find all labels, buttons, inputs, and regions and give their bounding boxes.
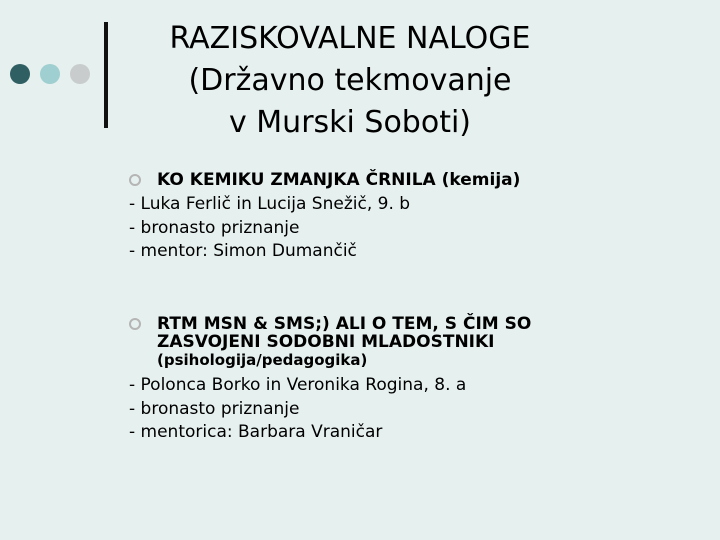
title-divider-line (104, 22, 108, 128)
item-2-heading-line-1: RTM MSN & SMS;) ALI O TEM, S ČIM SO (157, 314, 532, 334)
item-2-details (129, 374, 466, 445)
title-line-3: v Murski Soboti) (229, 105, 471, 140)
item-1-details (129, 193, 410, 264)
slide-title (150, 18, 550, 144)
item-1-students: - Luka Ferlič in Lucija Snežič, 9. b (129, 194, 411, 214)
item-1-award: - bronasto priznanje (129, 217, 300, 238)
decorative-dot-light (40, 64, 60, 84)
item-1-heading (129, 171, 520, 189)
circle-bullet-icon (129, 318, 141, 330)
item-2-heading-line-3: (psihologija/pedagogika) (157, 351, 368, 369)
decorative-dot-dark (10, 64, 30, 84)
item-1-mentor: - mentor: Simon Dumančič (129, 241, 357, 261)
item-2-mentor: - mentorica: Barbara Vraničar (129, 422, 383, 442)
item-2-students: - Polonca Borko in Veronika Rogina, 8. a (129, 375, 467, 395)
item-1-heading-text: KO KEMIKU ZMANJKA ČRNILA (kemija) (157, 170, 521, 190)
item-2-heading (129, 315, 531, 369)
item-2-award: - bronasto priznanje (129, 398, 300, 419)
title-line-2: (Državno tekmovanje (188, 63, 512, 98)
circle-bullet-icon (129, 174, 141, 186)
title-line-1: RAZISKOVALNE NALOGE (169, 21, 531, 56)
decorative-dot-grey (70, 64, 90, 84)
item-2-heading-line-2: ZASVOJENI SODOBNI MLADOSTNIKI (157, 332, 495, 352)
